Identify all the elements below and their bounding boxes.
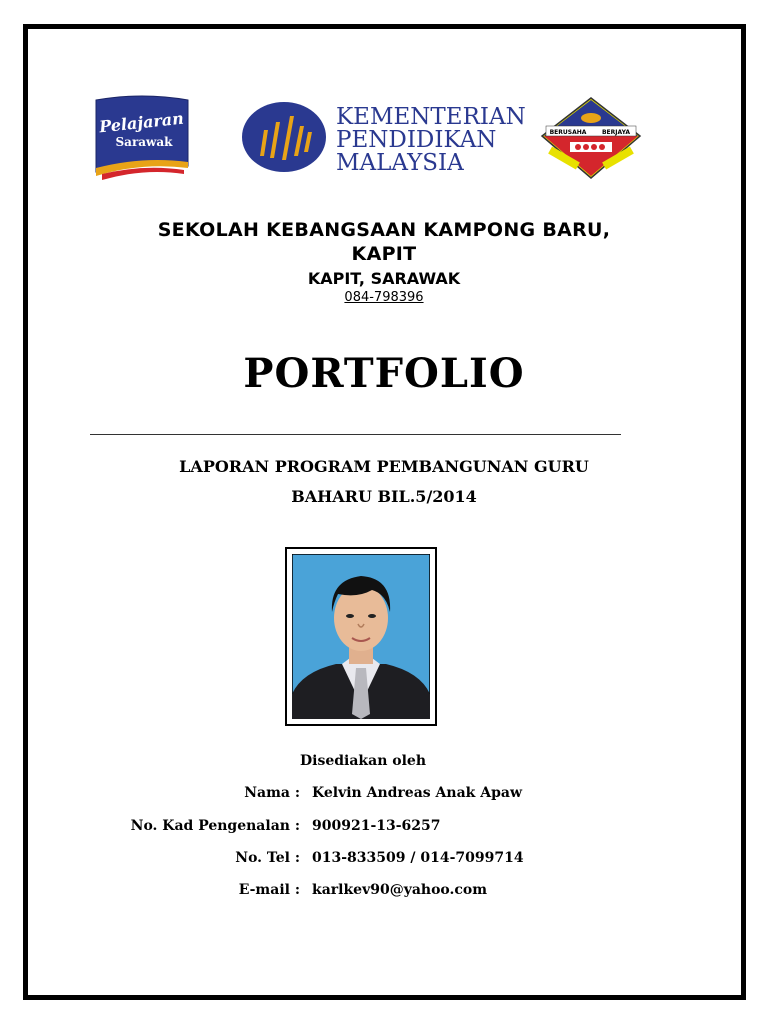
kpm-logo [242, 100, 532, 174]
kpm-line2: PENDIDIKAN [336, 127, 497, 153]
pelajaran-sarawak-logo [92, 94, 192, 180]
subtitle-line2: BAHARU BIL.5/2014 [291, 487, 477, 506]
school-name-line2: KAPIT [351, 243, 417, 265]
subtitle-line1: LAPORAN PROGRAM PEMBANGUNAN GURU [179, 457, 589, 476]
logo-left-line2: Sarawak [115, 135, 173, 149]
detail-label-name: Nama : [244, 785, 300, 801]
title-divider [90, 434, 621, 435]
page-title: PORTFOLIO [243, 350, 525, 397]
detail-label-ic: No. Kad Pengenalan : [130, 818, 300, 834]
detail-value-phone: 013-833509 / 014-7099714 [312, 850, 524, 866]
detail-value-name: Kelvin Andreas Anak Apaw [312, 785, 522, 801]
kpm-line3: MALAYSIA [336, 150, 464, 174]
crest-motto-right: BERJAYA [601, 129, 631, 136]
report-subtitle [0, 452, 768, 512]
detail-label-phone: No. Tel : [235, 850, 300, 866]
school-name-line1: SEKOLAH KEBANGSAAN KAMPONG BARU, [157, 219, 611, 241]
detail-value-ic: 900921-13-6257 [312, 818, 441, 834]
crest-motto-left: BERUSAHA [549, 129, 587, 136]
school-phone: 084-798396 [344, 290, 424, 305]
detail-value-email: karlkev90@yahoo.com [312, 882, 488, 898]
detail-label-email: E-mail : [238, 882, 300, 898]
portrait-photo-frame [285, 547, 437, 726]
portrait-photo [292, 554, 430, 719]
school-crest-logo [540, 96, 642, 180]
kpm-line1: KEMENTERIAN [336, 104, 526, 130]
school-name [0, 218, 768, 266]
prepared-by-label: Disediakan oleh [300, 753, 426, 769]
school-location: KAPIT, SARAWAK [307, 269, 461, 288]
logo-left-line1: Pelajaran [98, 108, 185, 137]
